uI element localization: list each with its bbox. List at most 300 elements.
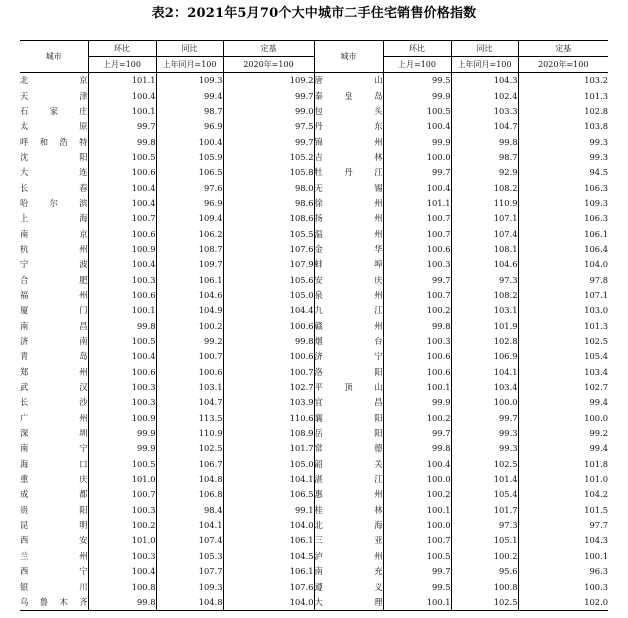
city-right-cell: 泉 州 xyxy=(314,288,383,303)
table-row xyxy=(20,288,608,303)
mom-right-cell: 100.5 xyxy=(383,549,451,564)
mom-right-cell: 100.0 xyxy=(383,472,451,487)
mom-left-cell: 100.3 xyxy=(88,503,156,518)
yoy-right-cell: 108.2 xyxy=(451,180,518,195)
base-right-cell: 102.8 xyxy=(518,104,608,119)
city-right-cell: 无 锡 xyxy=(314,180,383,195)
base-right-cell: 97.7 xyxy=(518,518,608,533)
mom-right-cell: 100.3 xyxy=(383,334,451,349)
header-city-left: 城市 xyxy=(20,41,88,73)
base-left-cell: 99.7 xyxy=(223,88,314,103)
subheader-yoy-left: 上年同月=100 xyxy=(156,57,223,73)
base-right-cell: 101.3 xyxy=(518,319,608,334)
city-right-cell: 安 庆 xyxy=(314,272,383,287)
mom-left-cell: 100.7 xyxy=(88,211,156,226)
mom-left-cell: 101.0 xyxy=(88,472,156,487)
base-left-cell: 103.9 xyxy=(223,395,314,410)
yoy-right-cell: 108.2 xyxy=(451,288,518,303)
city-right-cell: 遵 义 xyxy=(314,579,383,594)
base-left-cell: 99.7 xyxy=(223,134,314,149)
base-left-cell: 105.0 xyxy=(223,288,314,303)
yoy-left-cell: 98.4 xyxy=(156,503,223,518)
yoy-left-cell: 96.9 xyxy=(156,196,223,211)
table-row xyxy=(20,411,608,426)
yoy-right-cell: 100.0 xyxy=(451,395,518,410)
city-right-cell: 包 头 xyxy=(314,104,383,119)
city-right-cell: 三 亚 xyxy=(314,533,383,548)
city-right-cell: 蚌 埠 xyxy=(314,257,383,272)
yoy-left-cell: 110.9 xyxy=(156,426,223,441)
table-title: 表2：2021年5月70个大中城市二手住宅销售价格指数 xyxy=(151,6,477,21)
table-row xyxy=(20,303,608,318)
table-row xyxy=(20,349,608,364)
yoy-left-cell: 100.4 xyxy=(156,134,223,149)
mom-right-cell: 100.0 xyxy=(383,518,451,533)
city-left-cell: 厦 门 xyxy=(20,305,88,316)
city-left-cell: 昆 明 xyxy=(20,520,88,531)
base-right-cell: 105.4 xyxy=(518,349,608,364)
yoy-left-cell: 109.3 xyxy=(156,73,223,89)
mom-right-cell: 101.1 xyxy=(383,196,451,211)
city-right-cell: 岳 阳 xyxy=(314,426,383,441)
city-right-cell: 丹 东 xyxy=(314,119,383,134)
base-right-cell: 99.3 xyxy=(518,134,608,149)
base-left-cell: 104.0 xyxy=(223,595,314,611)
mom-right-cell: 100.2 xyxy=(383,487,451,502)
mom-left-cell: 100.9 xyxy=(88,242,156,257)
mom-left-cell: 100.3 xyxy=(88,272,156,287)
base-left-cell: 99.8 xyxy=(223,334,314,349)
yoy-left-cell: 109.7 xyxy=(156,257,223,272)
table-row xyxy=(20,503,608,518)
mom-left-cell: 100.2 xyxy=(88,518,156,533)
table-row xyxy=(20,257,608,272)
yoy-right-cell: 101.7 xyxy=(451,503,518,518)
header-yoy-right: 同比 xyxy=(451,41,518,57)
city-left-cell: 青 岛 xyxy=(20,351,88,362)
city-left-cell: 南 京 xyxy=(20,228,88,239)
yoy-right-cell: 97.3 xyxy=(451,518,518,533)
mom-right-cell: 100.7 xyxy=(383,288,451,303)
city-right-cell: 牡丹江 xyxy=(314,165,383,180)
city-right-cell: 南 充 xyxy=(314,564,383,579)
base-right-cell: 106.4 xyxy=(518,242,608,257)
yoy-right-cell: 99.3 xyxy=(451,426,518,441)
city-right-cell: 平顶山 xyxy=(314,380,383,395)
table-body xyxy=(20,73,608,611)
base-right-cell: 103.0 xyxy=(518,303,608,318)
table-row xyxy=(20,319,608,334)
yoy-left-cell: 104.9 xyxy=(156,303,223,318)
base-right-cell: 99.3 xyxy=(518,150,608,165)
mom-right-cell: 100.1 xyxy=(383,595,451,611)
mom-right-cell: 99.5 xyxy=(383,73,451,89)
base-left-cell: 98.0 xyxy=(223,180,314,195)
base-left-cell: 109.2 xyxy=(223,73,314,89)
mom-left-cell: 99.8 xyxy=(88,595,156,611)
base-left-cell: 106.5 xyxy=(223,487,314,502)
city-right-cell: 金 华 xyxy=(314,242,383,257)
header-base-right: 定基 xyxy=(518,41,608,57)
subheader-mom-left: 上月=100 xyxy=(88,57,156,73)
yoy-left-cell: 113.5 xyxy=(156,411,223,426)
base-left-cell: 99.0 xyxy=(223,104,314,119)
city-right-cell: 唐 山 xyxy=(314,73,383,89)
base-left-cell: 98.6 xyxy=(223,196,314,211)
mom-right-cell: 100.7 xyxy=(383,226,451,241)
base-left-cell: 104.5 xyxy=(223,549,314,564)
mom-right-cell: 99.7 xyxy=(383,426,451,441)
city-right-cell: 徐 州 xyxy=(314,196,383,211)
base-right-cell: 101.5 xyxy=(518,503,608,518)
header-yoy-left: 同比 xyxy=(156,41,223,57)
yoy-right-cell: 103.3 xyxy=(451,104,518,119)
yoy-left-cell: 108.7 xyxy=(156,242,223,257)
table-row xyxy=(20,564,608,579)
city-left-cell: 石家庄 xyxy=(20,105,88,116)
city-left-cell: 银 川 xyxy=(20,581,88,592)
city-left-cell: 济 南 xyxy=(20,336,88,347)
table-row xyxy=(20,226,608,241)
mom-left-cell: 99.9 xyxy=(88,441,156,456)
yoy-right-cell: 106.9 xyxy=(451,349,518,364)
mom-left-cell: 100.1 xyxy=(88,303,156,318)
yoy-left-cell: 104.8 xyxy=(156,595,223,611)
mom-left-cell: 100.4 xyxy=(88,180,156,195)
city-left-cell: 南 昌 xyxy=(20,320,88,331)
mom-left-cell: 99.8 xyxy=(88,319,156,334)
subheader-base-right: 2020年=100 xyxy=(518,57,608,73)
header-mom-right: 环比 xyxy=(383,41,451,57)
yoy-right-cell: 100.2 xyxy=(451,549,518,564)
mom-left-cell: 100.9 xyxy=(88,411,156,426)
mom-right-cell: 100.7 xyxy=(383,211,451,226)
mom-left-cell: 100.3 xyxy=(88,395,156,410)
mom-right-cell: 100.2 xyxy=(383,303,451,318)
base-left-cell: 105.0 xyxy=(223,457,314,472)
city-right-cell: 北 海 xyxy=(314,518,383,533)
base-left-cell: 110.6 xyxy=(223,411,314,426)
mom-right-cell: 99.9 xyxy=(383,134,451,149)
mom-right-cell: 99.7 xyxy=(383,564,451,579)
base-right-cell: 104.2 xyxy=(518,487,608,502)
yoy-right-cell: 98.7 xyxy=(451,150,518,165)
base-left-cell: 105.6 xyxy=(223,272,314,287)
yoy-left-cell: 98.7 xyxy=(156,104,223,119)
mom-left-cell: 99.7 xyxy=(88,119,156,134)
table-row xyxy=(20,441,608,456)
table-row xyxy=(20,518,608,533)
table-row xyxy=(20,457,608,472)
base-right-cell: 97.8 xyxy=(518,272,608,287)
yoy-right-cell: 102.8 xyxy=(451,334,518,349)
mom-left-cell: 100.7 xyxy=(88,487,156,502)
city-right-cell: 温 州 xyxy=(314,226,383,241)
table-row xyxy=(20,119,608,134)
subheader-yoy-right: 上年同月=100 xyxy=(451,57,518,73)
city-right-cell: 洛 阳 xyxy=(314,365,383,380)
yoy-right-cell: 110.9 xyxy=(451,196,518,211)
base-right-cell: 106.3 xyxy=(518,180,608,195)
city-left-cell: 北 京 xyxy=(20,75,88,86)
yoy-right-cell: 99.8 xyxy=(451,134,518,149)
table-row xyxy=(20,472,608,487)
city-right-cell: 赣 州 xyxy=(314,319,383,334)
base-right-cell: 102.0 xyxy=(518,595,608,611)
city-left-cell: 兰 州 xyxy=(20,550,88,561)
yoy-right-cell: 102.5 xyxy=(451,457,518,472)
mom-left-cell: 100.5 xyxy=(88,457,156,472)
base-right-cell: 104.0 xyxy=(518,257,608,272)
base-left-cell: 97.5 xyxy=(223,119,314,134)
base-right-cell: 103.2 xyxy=(518,73,608,89)
mom-left-cell: 100.4 xyxy=(88,196,156,211)
mom-left-cell: 100.8 xyxy=(88,579,156,594)
mom-right-cell: 99.7 xyxy=(383,272,451,287)
base-left-cell: 107.6 xyxy=(223,242,314,257)
city-left-cell: 南 宁 xyxy=(20,443,88,454)
base-left-cell: 100.6 xyxy=(223,319,314,334)
mom-left-cell: 101.0 xyxy=(88,533,156,548)
yoy-left-cell: 97.6 xyxy=(156,180,223,195)
city-right-cell: 襄 阳 xyxy=(314,411,383,426)
mom-right-cell: 100.4 xyxy=(383,180,451,195)
city-right-cell: 韶 关 xyxy=(314,457,383,472)
mom-right-cell: 99.9 xyxy=(383,395,451,410)
city-left-cell: 沈 阳 xyxy=(20,151,88,162)
yoy-right-cell: 99.3 xyxy=(451,441,518,456)
city-left-cell: 大 连 xyxy=(20,167,88,178)
yoy-left-cell: 109.3 xyxy=(156,579,223,594)
base-right-cell: 96.3 xyxy=(518,564,608,579)
base-left-cell: 105.5 xyxy=(223,226,314,241)
table-row xyxy=(20,533,608,548)
yoy-right-cell: 104.6 xyxy=(451,257,518,272)
city-right-cell: 济 宁 xyxy=(314,349,383,364)
yoy-left-cell: 109.4 xyxy=(156,211,223,226)
city-right-cell: 吉 林 xyxy=(314,150,383,165)
mom-right-cell: 99.5 xyxy=(383,579,451,594)
base-right-cell: 106.3 xyxy=(518,211,608,226)
mom-right-cell: 100.1 xyxy=(383,380,451,395)
base-left-cell: 101.7 xyxy=(223,441,314,456)
yoy-left-cell: 106.8 xyxy=(156,487,223,502)
city-left-cell: 宁 波 xyxy=(20,259,88,270)
table-row xyxy=(20,272,608,287)
base-left-cell: 102.7 xyxy=(223,380,314,395)
city-left-cell: 深 圳 xyxy=(20,428,88,439)
base-right-cell: 106.1 xyxy=(518,226,608,241)
base-right-cell: 101.3 xyxy=(518,88,608,103)
yoy-left-cell: 104.1 xyxy=(156,518,223,533)
city-right-cell: 宜 昌 xyxy=(314,395,383,410)
base-left-cell: 105.2 xyxy=(223,150,314,165)
city-left-cell: 重 庆 xyxy=(20,474,88,485)
city-right-cell: 桂 林 xyxy=(314,503,383,518)
mom-right-cell: 99.8 xyxy=(383,441,451,456)
table-row xyxy=(20,104,608,119)
base-right-cell: 100.3 xyxy=(518,579,608,594)
city-left-cell: 贵 阳 xyxy=(20,504,88,515)
city-right-cell: 烟 台 xyxy=(314,334,383,349)
mom-left-cell: 100.5 xyxy=(88,334,156,349)
mom-left-cell: 100.3 xyxy=(88,549,156,564)
city-left-cell: 天 津 xyxy=(20,90,88,101)
mom-left-cell: 100.6 xyxy=(88,165,156,180)
mom-left-cell: 100.6 xyxy=(88,365,156,380)
city-right-cell: 泸 州 xyxy=(314,549,383,564)
city-left-cell: 西 宁 xyxy=(20,566,88,577)
yoy-right-cell: 101.4 xyxy=(451,472,518,487)
table-row xyxy=(20,549,608,564)
base-right-cell: 100.0 xyxy=(518,411,608,426)
base-left-cell: 104.1 xyxy=(223,472,314,487)
yoy-left-cell: 105.3 xyxy=(156,549,223,564)
base-left-cell: 107.9 xyxy=(223,257,314,272)
city-left-cell: 哈尔滨 xyxy=(20,197,88,208)
mom-left-cell: 100.1 xyxy=(88,104,156,119)
yoy-left-cell: 100.2 xyxy=(156,319,223,334)
base-right-cell: 109.3 xyxy=(518,196,608,211)
mom-right-cell: 100.1 xyxy=(383,503,451,518)
mom-left-cell: 100.3 xyxy=(88,380,156,395)
base-left-cell: 107.6 xyxy=(223,579,314,594)
mom-right-cell: 100.4 xyxy=(383,119,451,134)
base-right-cell: 102.5 xyxy=(518,334,608,349)
city-left-cell: 武 汉 xyxy=(20,382,88,393)
table-row xyxy=(20,242,608,257)
city-right-cell: 九 江 xyxy=(314,303,383,318)
table-row xyxy=(20,380,608,395)
yoy-right-cell: 107.1 xyxy=(451,211,518,226)
mom-left-cell: 100.4 xyxy=(88,88,156,103)
yoy-left-cell: 102.5 xyxy=(156,441,223,456)
mom-left-cell: 101.1 xyxy=(88,73,156,89)
city-right-cell: 秦皇岛 xyxy=(314,88,383,103)
city-left-cell: 成 都 xyxy=(20,489,88,500)
base-right-cell: 103.4 xyxy=(518,365,608,380)
table-row xyxy=(20,180,608,195)
city-left-cell: 西 安 xyxy=(20,535,88,546)
base-right-cell: 99.4 xyxy=(518,395,608,410)
yoy-left-cell: 99.2 xyxy=(156,334,223,349)
yoy-right-cell: 99.7 xyxy=(451,411,518,426)
yoy-left-cell: 104.7 xyxy=(156,395,223,410)
city-right-cell: 锦 州 xyxy=(314,134,383,149)
mom-right-cell: 99.9 xyxy=(383,88,451,103)
yoy-left-cell: 99.4 xyxy=(156,88,223,103)
mom-left-cell: 100.5 xyxy=(88,150,156,165)
yoy-right-cell: 107.4 xyxy=(451,226,518,241)
base-left-cell: 106.1 xyxy=(223,533,314,548)
yoy-right-cell: 101.9 xyxy=(451,319,518,334)
table-row xyxy=(20,196,608,211)
mom-right-cell: 100.6 xyxy=(383,242,451,257)
price-index-table xyxy=(20,40,608,611)
base-right-cell: 101.8 xyxy=(518,457,608,472)
city-left-cell: 长 沙 xyxy=(20,397,88,408)
table-row xyxy=(20,73,608,89)
yoy-left-cell: 104.6 xyxy=(156,288,223,303)
mom-right-cell: 99.7 xyxy=(383,165,451,180)
base-right-cell: 107.1 xyxy=(518,288,608,303)
base-left-cell: 108.6 xyxy=(223,211,314,226)
table-row xyxy=(20,426,608,441)
base-right-cell: 102.7 xyxy=(518,380,608,395)
mom-right-cell: 100.3 xyxy=(383,257,451,272)
mom-right-cell: 100.6 xyxy=(383,365,451,380)
yoy-left-cell: 107.7 xyxy=(156,564,223,579)
city-left-cell: 乌鲁木齐 xyxy=(20,595,88,611)
table-row xyxy=(20,165,608,180)
table-row xyxy=(20,579,608,594)
city-right-cell: 常 德 xyxy=(314,441,383,456)
base-right-cell: 103.8 xyxy=(518,119,608,134)
mom-left-cell: 100.6 xyxy=(88,226,156,241)
yoy-right-cell: 103.4 xyxy=(451,380,518,395)
city-left-cell: 海 口 xyxy=(20,458,88,469)
city-right-cell: 惠 州 xyxy=(314,487,383,502)
mom-right-cell: 100.7 xyxy=(383,533,451,548)
subheader-mom-right: 上月=100 xyxy=(383,57,451,73)
table-row xyxy=(20,334,608,349)
yoy-left-cell: 100.6 xyxy=(156,365,223,380)
city-left-cell: 福 州 xyxy=(20,289,88,300)
mom-left-cell: 100.6 xyxy=(88,288,156,303)
base-left-cell: 106.1 xyxy=(223,564,314,579)
mom-left-cell: 100.4 xyxy=(88,564,156,579)
base-left-cell: 100.7 xyxy=(223,365,314,380)
base-right-cell: 94.5 xyxy=(518,165,608,180)
table-row xyxy=(20,134,608,149)
mom-right-cell: 100.0 xyxy=(383,150,451,165)
city-left-cell: 呼和浩特 xyxy=(20,136,88,147)
mom-right-cell: 100.4 xyxy=(383,457,451,472)
yoy-right-cell: 92.9 xyxy=(451,165,518,180)
yoy-right-cell: 100.8 xyxy=(451,579,518,594)
yoy-right-cell: 108.1 xyxy=(451,242,518,257)
mom-left-cell: 99.9 xyxy=(88,426,156,441)
subheader-base-left: 2020年=100 xyxy=(223,57,314,73)
yoy-right-cell: 105.4 xyxy=(451,487,518,502)
base-right-cell: 99.4 xyxy=(518,441,608,456)
yoy-right-cell: 105.1 xyxy=(451,533,518,548)
yoy-right-cell: 102.4 xyxy=(451,88,518,103)
base-left-cell: 99.1 xyxy=(223,503,314,518)
table-row xyxy=(20,595,608,611)
yoy-right-cell: 95.6 xyxy=(451,564,518,579)
city-left-cell: 太 原 xyxy=(20,121,88,132)
yoy-left-cell: 96.9 xyxy=(156,119,223,134)
yoy-right-cell: 97.3 xyxy=(451,272,518,287)
yoy-left-cell: 106.2 xyxy=(156,226,223,241)
city-right-cell: 扬 州 xyxy=(314,211,383,226)
city-left-cell: 郑 州 xyxy=(20,366,88,377)
yoy-left-cell: 106.5 xyxy=(156,165,223,180)
table-row xyxy=(20,365,608,380)
header-city-right: 城市 xyxy=(314,41,383,73)
header-base-left: 定基 xyxy=(223,41,314,57)
yoy-left-cell: 100.7 xyxy=(156,349,223,364)
yoy-right-cell: 104.1 xyxy=(451,365,518,380)
city-left-cell: 上 海 xyxy=(20,213,88,224)
table-row xyxy=(20,395,608,410)
base-right-cell: 104.3 xyxy=(518,533,608,548)
base-right-cell: 99.2 xyxy=(518,426,608,441)
table-row xyxy=(20,487,608,502)
yoy-right-cell: 104.3 xyxy=(451,73,518,89)
table-row xyxy=(20,88,608,103)
